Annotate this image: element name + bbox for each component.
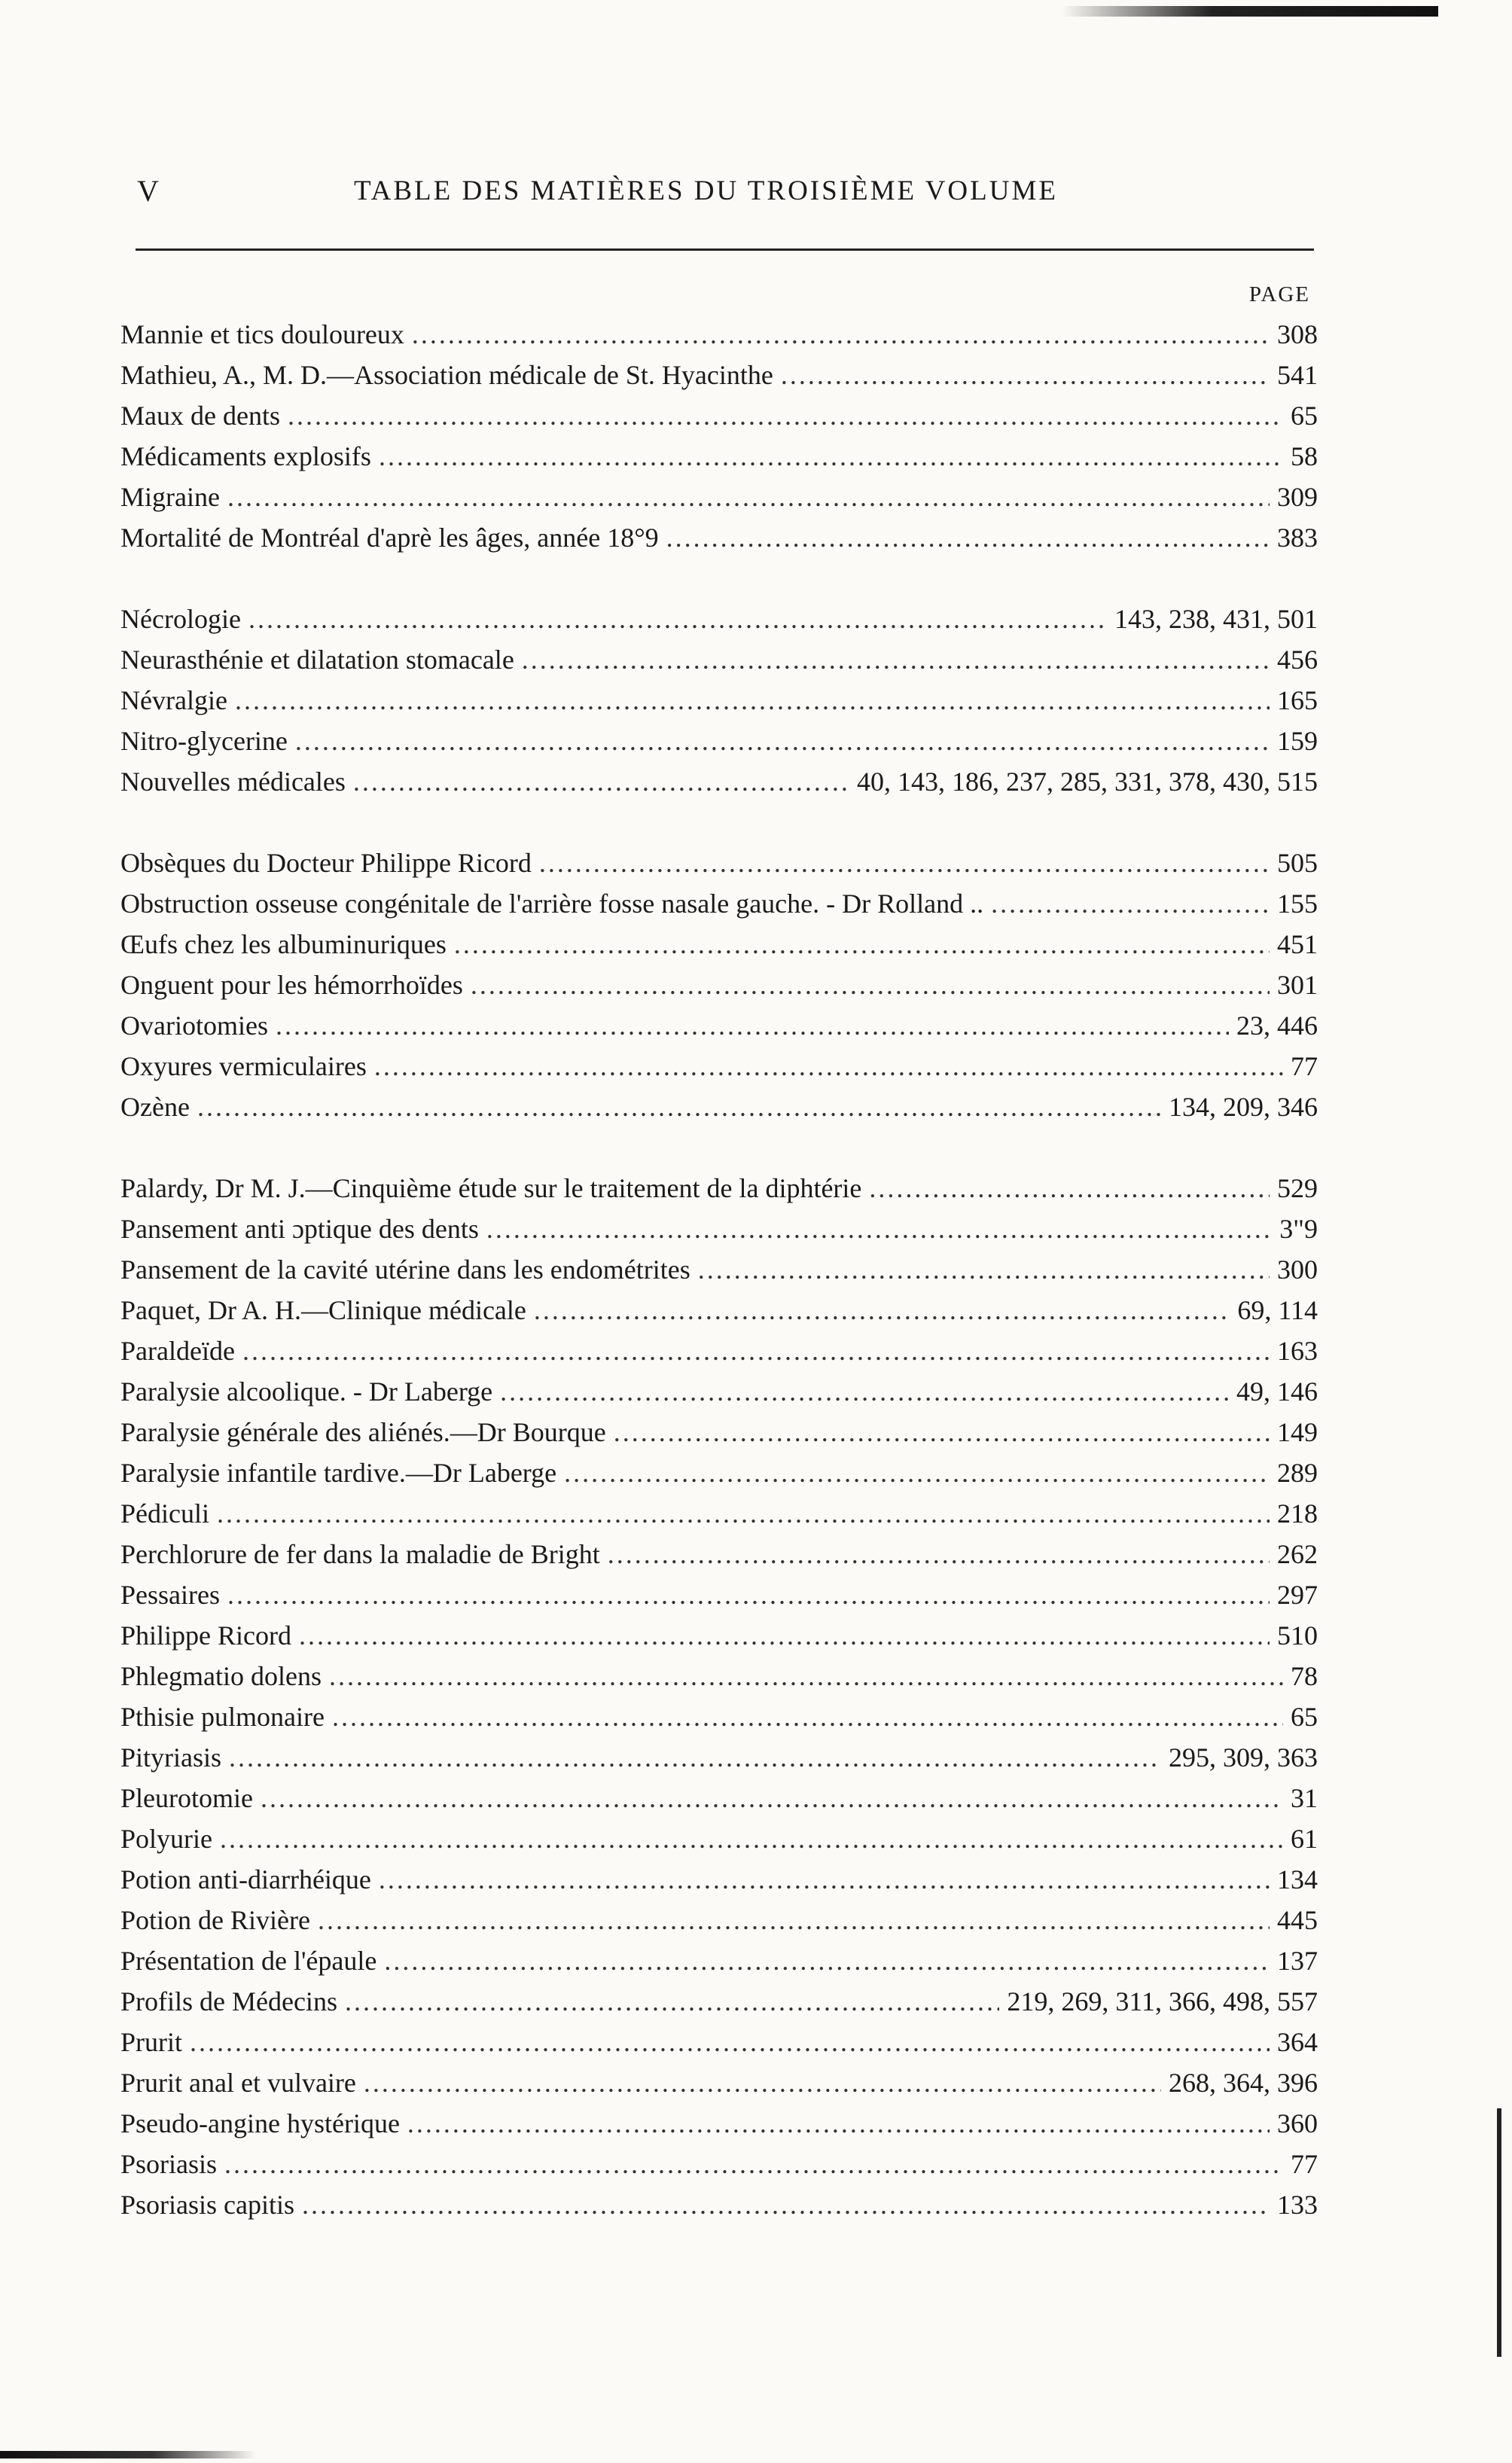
dot-leader [318,1900,1270,1940]
entry-title: Potion anti-diarrhéique [120,1864,371,1894]
entry-pages: 219, 269, 311, 366, 498, 557 [1007,1986,1318,2016]
entry-title: Présentation de l'épaule [120,1946,377,1976]
entry-title: Pseudo-angine hystérique [120,2108,400,2138]
dot-leader [229,1737,1161,1778]
dot-leader [217,1493,1270,1534]
entry-pages: 3"9 [1279,1214,1318,1244]
dot-leader [288,395,1283,436]
index-entry [120,2022,1318,2062]
dot-leader [608,1534,1270,1574]
running-title: TABLE DES MATIÈRES DU TROISIÈME VOLUME [354,175,1058,206]
index-entry [120,1168,1318,1209]
dot-leader [869,1168,1270,1209]
dot-leader [991,883,1270,924]
entry-pages: 31 [1291,1783,1318,1813]
entry-pages: 300 [1277,1254,1318,1285]
entry-title: Pityriasis [120,1742,222,1773]
page-number: V [137,174,160,208]
entry-title: Palardy, Dr M. J.—Cinquième étude sur le traitement de la diphtérie [120,1173,862,1203]
entry-pages: 297 [1277,1580,1318,1610]
entry-title: Psoriasis [120,2149,218,2179]
dot-leader [353,761,849,802]
entry-title: Onguent pour les hémorrhoïdes [120,970,463,1000]
entry-title: Nouvelles médicales [120,767,346,797]
entry-title: Pthisie pulmonaire [120,1702,325,1732]
entry-pages: 159 [1277,726,1318,756]
index-entry [120,2103,1318,2144]
entry-pages: 163 [1277,1336,1318,1366]
dot-leader [384,1940,1270,1981]
entry-title: Prurit anal et vulvaire [120,2068,356,2098]
index-entry [120,1493,1318,1534]
entry-title: Obsèques du Docteur Philippe Ricord [120,848,532,878]
entry-title: Phlegmatio dolens [120,1661,322,1691]
page-column-label: PAGE [1248,282,1310,306]
page-header [120,166,1318,226]
index-entries [120,314,1318,2225]
index-entry [120,2144,1318,2184]
dot-leader [224,2144,1283,2184]
index-entry [120,1656,1318,1696]
dot-leader [329,1656,1283,1696]
entry-pages: 451 [1277,929,1318,959]
entry-pages: 308 [1277,319,1318,349]
entry-title: Polyurie [120,1824,212,1854]
entry-pages: 23, 446 [1236,1011,1318,1041]
entry-title: Nitro-glycerine [120,726,288,756]
dot-leader [302,2184,1270,2225]
entry-pages: 262 [1277,1539,1318,1569]
dot-leader [564,1452,1270,1493]
entry-title: Neurasthénie et dilatation stomacale [120,645,514,675]
dot-leader [412,314,1270,355]
index-entry [120,761,1318,802]
entry-title: Mortalité de Montréal d'aprè les âges, année 18°9 [120,523,659,553]
dot-leader [522,639,1270,680]
entry-pages: 295, 309, 363 [1169,1742,1318,1773]
dot-leader [454,924,1270,965]
index-entry [120,2062,1318,2103]
index-entry [120,1940,1318,1981]
bottom-edge-mark [0,2451,256,2458]
entry-title: Psoriasis capitis [120,2190,294,2220]
dot-leader [500,1371,1229,1412]
entry-pages: 360 [1277,2108,1318,2138]
entry-title: Paquet, Dr A. H.—Clinique médicale [120,1295,526,1325]
dot-leader [379,436,1283,477]
index-entry [120,843,1318,883]
entry-pages: 77 [1291,2149,1318,2179]
entry-pages: 149 [1277,1417,1318,1447]
dot-leader [486,1209,1272,1249]
entry-title: Maux de dents [120,401,280,431]
dot-leader [235,680,1270,721]
entry-title: Ozène [120,1092,190,1122]
entry-pages: 58 [1291,441,1318,471]
entry-title: Ovariotomies [120,1011,268,1041]
entry-pages: 65 [1291,1702,1318,1732]
entry-title: Paralysie générale des aliénés.—Dr Bourque [120,1417,606,1447]
entry-title: Paralysie alcoolique. - Dr Laberge [120,1376,493,1407]
entry-pages: 134 [1277,1864,1318,1894]
entry-pages: 541 [1277,360,1318,390]
index-entry [120,314,1318,355]
index-entry [120,2184,1318,2225]
dot-leader [220,1818,1283,1859]
entry-title: Névralgie [120,685,227,715]
dot-leader [666,517,1270,558]
index-entry [120,1818,1318,1859]
index-entry [120,924,1318,965]
entry-title: Oxyures vermiculaires [120,1051,367,1081]
entry-title: Nécrologie [120,604,241,634]
entry-pages: 134, 209, 346 [1169,1092,1318,1122]
index-entry [120,1615,1318,1656]
index-entry [120,680,1318,721]
entry-title: Pédiculi [120,1498,209,1529]
dot-leader [261,1778,1283,1818]
dot-leader [379,1859,1270,1900]
entry-pages: 301 [1277,970,1318,1000]
entry-pages: 383 [1277,523,1318,553]
index-entry [120,1534,1318,1574]
entry-pages: 78 [1291,1661,1318,1691]
index-entry [120,1696,1318,1737]
index-entry [120,395,1318,436]
dot-leader [242,1331,1270,1371]
entry-pages: 133 [1277,2190,1318,2220]
entry-title: Perchlorure de fer dans la maladie de Bright [120,1539,600,1569]
entry-pages: 40, 143, 186, 237, 285, 331, 378, 430, 515 [857,767,1318,797]
dot-leader [190,2022,1270,2062]
dot-leader [332,1696,1283,1737]
entry-title: Pansement anti ɔptique des dents [120,1214,479,1244]
entry-pages: 268, 364, 396 [1169,2068,1318,2098]
entry-title: Paraldeïde [120,1336,235,1366]
entry-pages: 165 [1277,685,1318,715]
dot-leader [614,1412,1270,1452]
index-entry [120,1371,1318,1412]
entry-title: Potion de Rivière [120,1905,310,1935]
entry-title: Prurit [120,2027,183,2057]
dot-leader [407,2103,1270,2144]
dot-leader [227,477,1270,517]
dot-leader [299,1615,1270,1656]
dot-leader [781,355,1270,395]
dot-leader [539,843,1270,883]
dot-leader [248,599,1107,639]
entry-pages: 364 [1277,2027,1318,2057]
entry-pages: 77 [1291,1051,1318,1081]
right-edge-mark [1497,2108,1501,2357]
index-entry [120,639,1318,680]
index-entry [120,1331,1318,1371]
index-entry [120,477,1318,517]
entry-pages: 155 [1277,889,1318,919]
index-entry [120,1737,1318,1778]
entry-title: Pansement de la cavité utérine dans les endométrites [120,1254,690,1285]
entry-title: Pessaires [120,1580,220,1610]
entry-pages: 65 [1291,401,1318,431]
entry-title: Obstruction osseuse congénitale de l'arrière fosse nasale gauche. - Dr Rolland .. [120,889,984,919]
index-entry [120,599,1318,639]
document-page [120,166,1318,2225]
index-entry [120,721,1318,761]
entry-pages: 309 [1277,482,1318,512]
index-entry [120,1900,1318,1940]
dot-leader [698,1249,1270,1290]
index-entry [120,1412,1318,1452]
index-entry [120,883,1318,924]
entry-title: Médicaments explosifs [120,441,371,471]
dot-leader [374,1046,1283,1087]
dot-leader [345,1981,999,2022]
index-entry [120,1452,1318,1493]
dot-leader [534,1290,1230,1331]
entry-pages: 529 [1277,1173,1318,1203]
entry-pages: 289 [1277,1458,1318,1488]
entry-title: Philippe Ricord [120,1620,291,1651]
entry-pages: 69, 114 [1237,1295,1318,1325]
entry-pages: 137 [1277,1946,1318,1976]
header-rule [136,248,1314,251]
index-entry [120,355,1318,395]
entry-title: Paralysie infantile tardive.—Dr Laberge [120,1458,557,1488]
entry-title: Pleurotomie [120,1783,253,1813]
entry-pages: 49, 146 [1236,1376,1318,1407]
dot-leader [471,965,1270,1005]
entry-title: Œufs chez les albuminuriques [120,929,447,959]
dot-leader [295,721,1270,761]
index-entry [120,965,1318,1005]
dot-leader [364,2062,1161,2103]
index-entry [120,1981,1318,2022]
index-entry [120,1859,1318,1900]
index-entry [120,1249,1318,1290]
entry-pages: 218 [1277,1498,1318,1529]
entry-pages: 456 [1277,645,1318,675]
entry-pages: 61 [1291,1824,1318,1854]
index-entry [120,1046,1318,1087]
entry-pages: 143, 238, 431, 501 [1114,604,1318,634]
entry-pages: 510 [1277,1620,1318,1651]
entry-title: Profils de Médecins [120,1986,337,2016]
dot-leader [227,1574,1270,1615]
top-edge-mark [1062,6,1438,17]
index-entry [120,1087,1318,1127]
entry-pages: 505 [1277,848,1318,878]
index-entry [120,1778,1318,1818]
dot-leader [276,1005,1229,1046]
entry-title: Mathieu, A., M. D.—Association médicale de St. Hyacinthe [120,360,773,390]
entry-title: Migraine [120,482,220,512]
index-entry [120,517,1318,558]
index-entry [120,1005,1318,1046]
index-entry [120,1290,1318,1331]
entry-pages: 445 [1277,1905,1318,1935]
dot-leader [197,1087,1161,1127]
index-entry [120,1574,1318,1615]
index-entry [120,436,1318,477]
entry-title: Mannie et tics douloureux [120,319,404,349]
index-entry [120,1209,1318,1249]
